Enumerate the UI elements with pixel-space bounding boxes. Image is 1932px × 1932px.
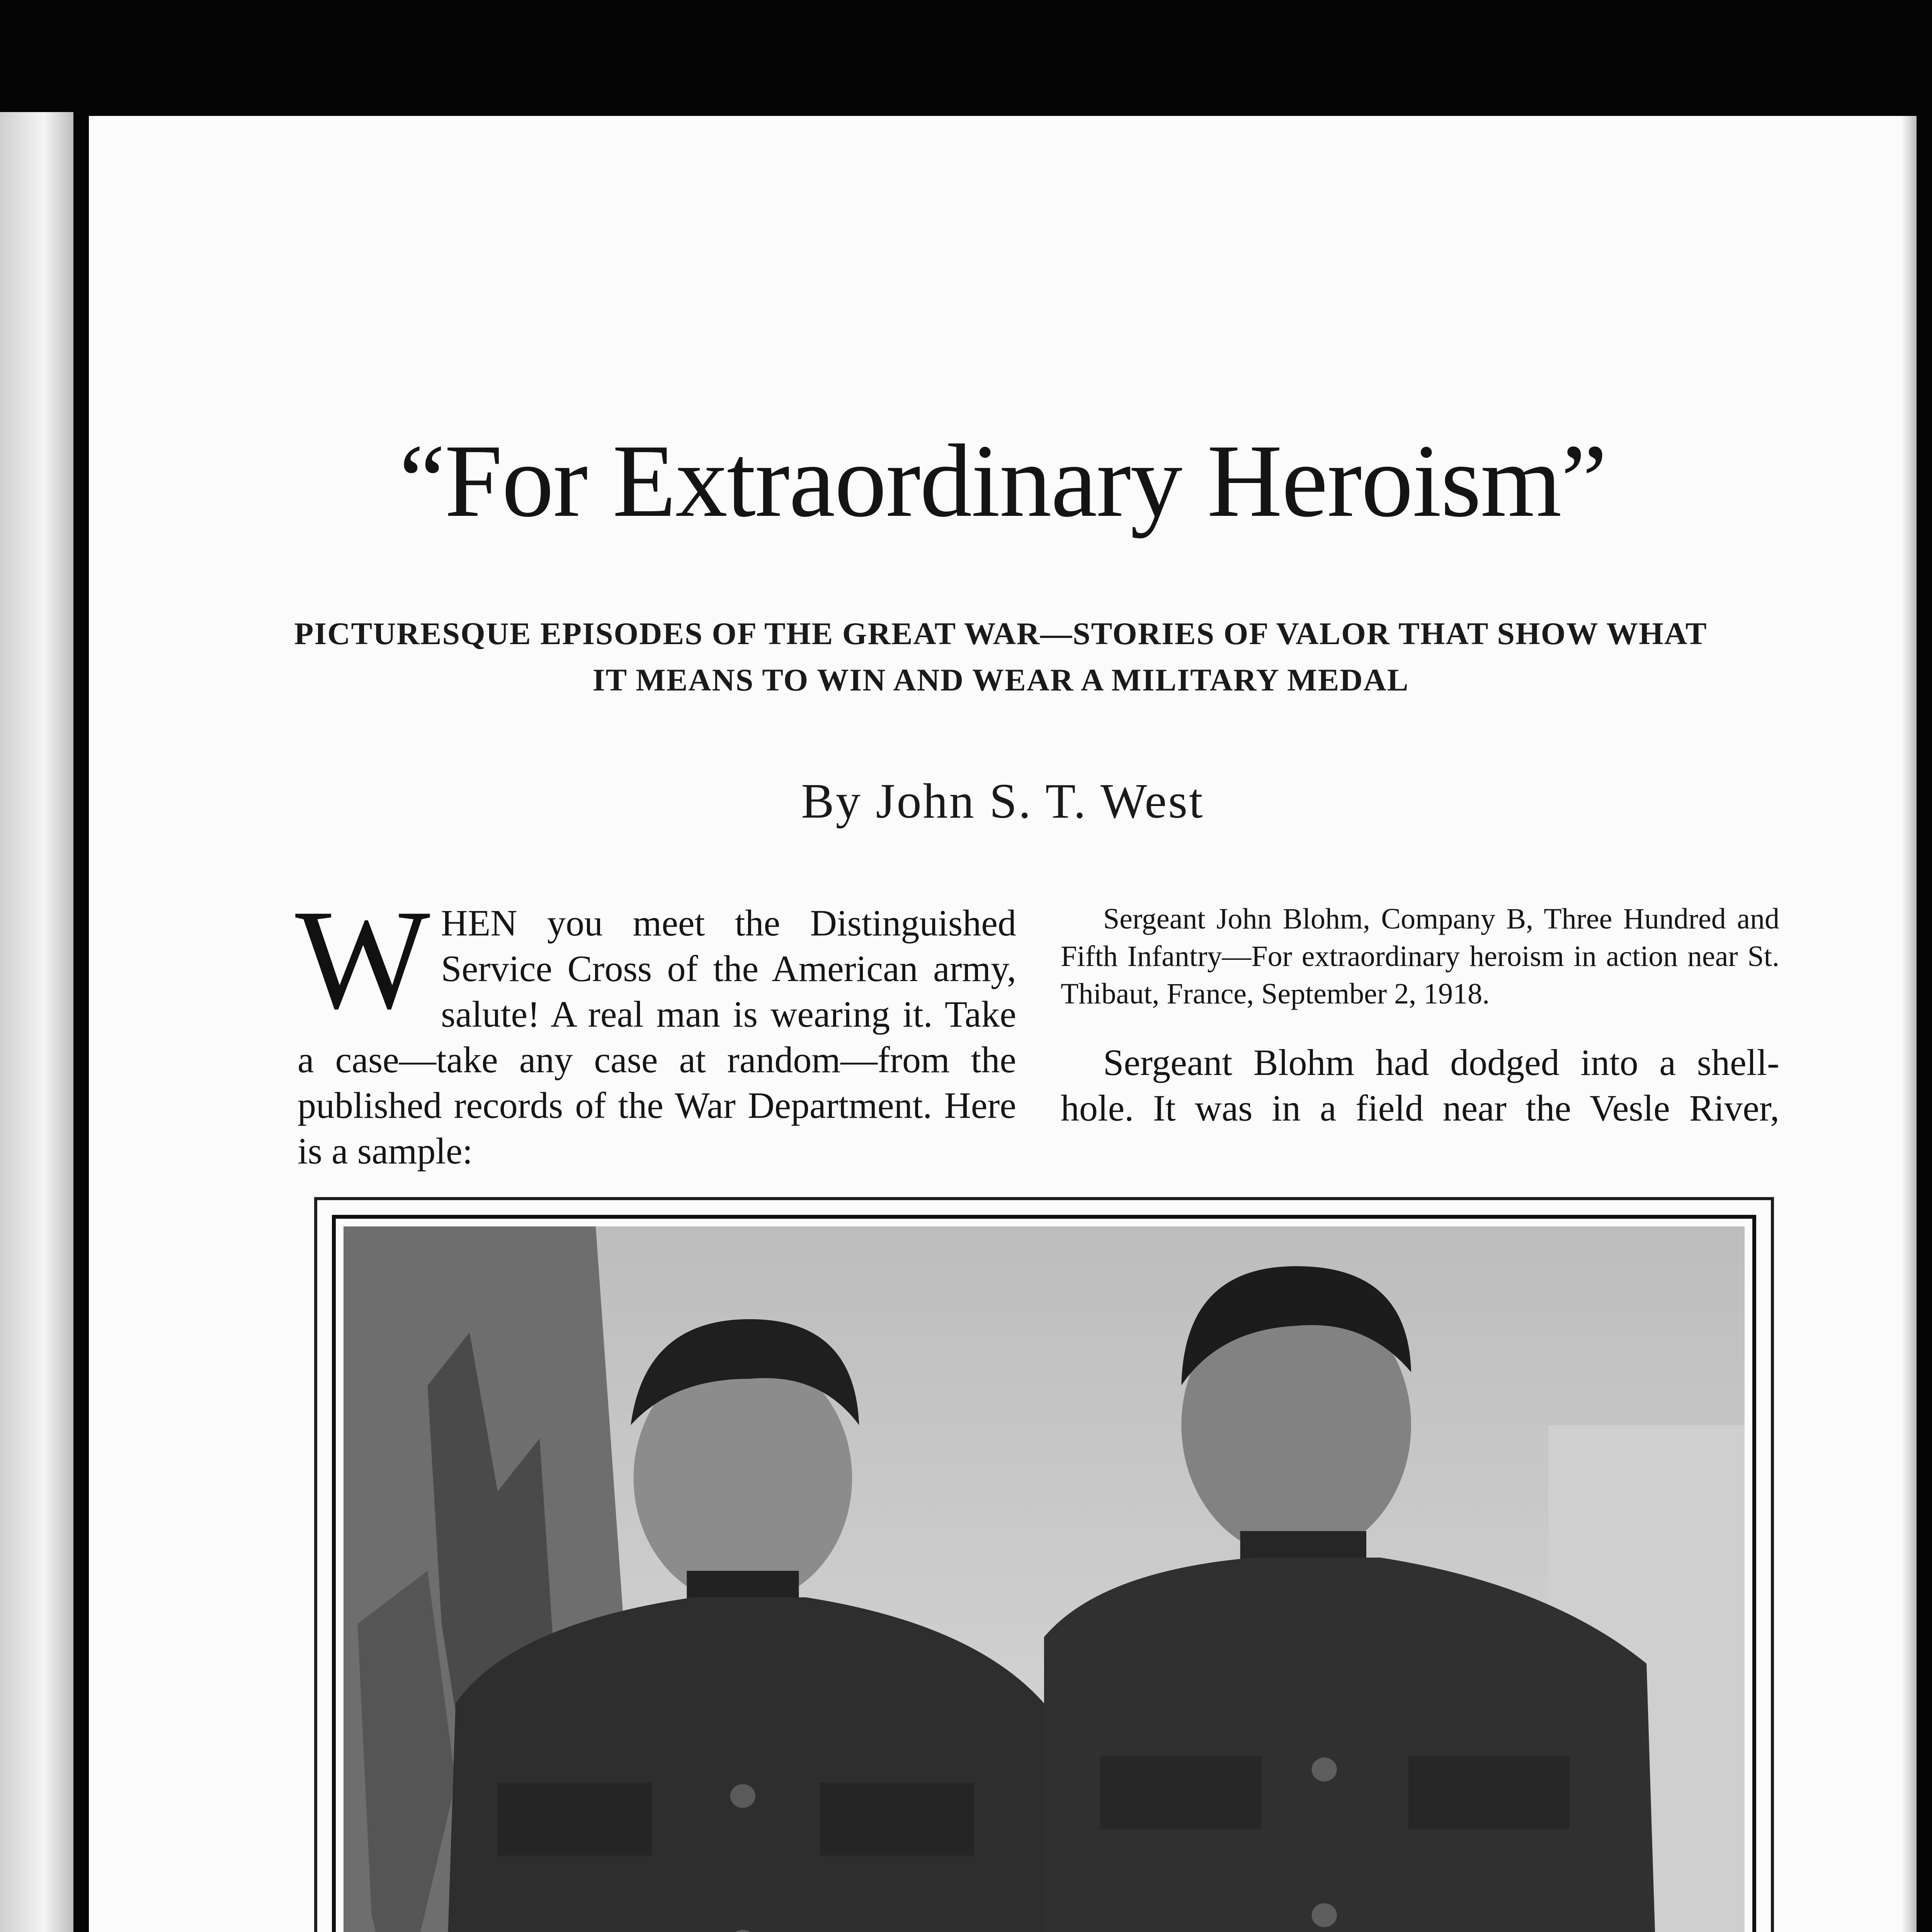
citation-paragraph: Sergeant John Blohm, Company B, Three Hundred and Fifth Infantry—For extraordinary heroism in action near St. Thibaut, France, September 2, 1918. — [1061, 903, 1779, 1010]
article-title: “For Extraordinary Heroism” — [399, 423, 1607, 539]
photo-frame — [314, 1197, 1774, 1932]
drop-cap: W — [295, 880, 430, 1039]
left-column — [295, 880, 1016, 1174]
magazine-page — [89, 116, 1917, 1932]
left-page-edge — [0, 112, 73, 1932]
article-subtitle: PICTURESQUE EPISODES OF THE GREAT WAR—STORIES OF VALOR THAT SHOW WHAT IT MEANS TO WIN AND WEAR A MILITARY MEDAL — [294, 616, 1708, 697]
right-paragraph: Sergeant Blohm had dodged into a shell-hole. It was in a field near the Vesle River, — [1061, 1042, 1779, 1129]
article-byline: By John S. T. West — [801, 774, 1204, 828]
soldiers-photograph — [344, 1226, 1745, 1932]
photograph-illustration — [344, 1226, 1745, 1932]
right-column — [1061, 900, 1779, 1131]
photo-border — [332, 1215, 1756, 1932]
left-paragraph: HEN you meet the Distinguished Service Cross of the American army, salute! A real man is wearing it. Take a case—take any case at random—from the published records of the War Department. Here is a sample: — [298, 902, 1016, 1172]
page-gutter-shadow — [1901, 116, 1917, 1932]
